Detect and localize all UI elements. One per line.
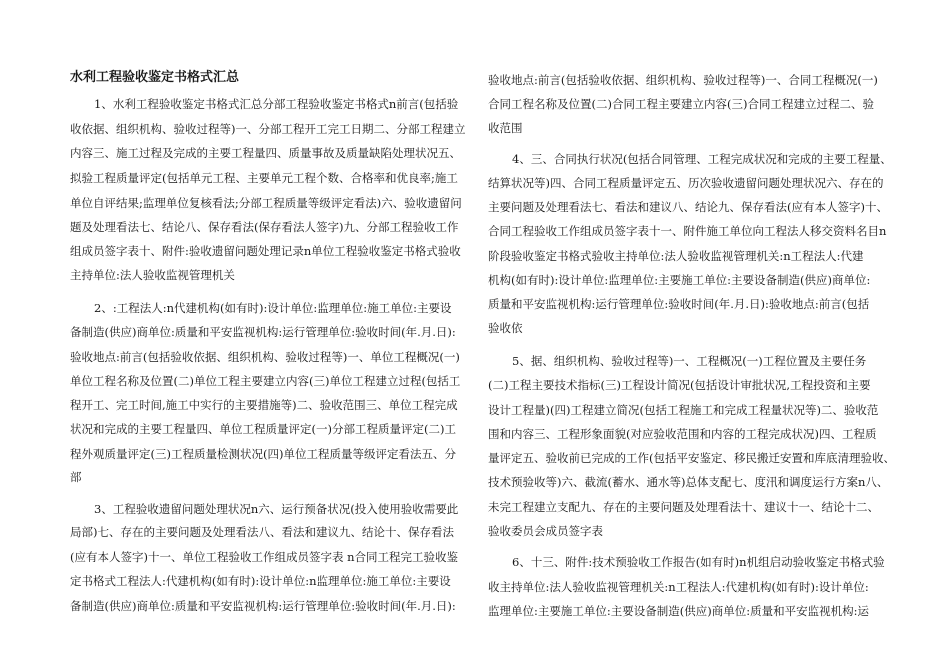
- left-text-line: 题及处理看法七、结论八、保存看法(保存看法人签字)九、分部工程验收工作: [70, 220, 459, 234]
- left-text-line: 程外观质量评定(三)工程质量检测状况(四)单位工程质量等级评定看法五、分: [70, 447, 456, 461]
- left-text-line: 定书格式工程法人:代建机构(如有时):设计单位:n监理单位:施工单位:主要设: [70, 574, 451, 588]
- left-text-line: 局部)七、存在的主要问题及处理看法八、看法和建议九、结论十、保存看法: [70, 525, 454, 539]
- right-text-line: 收范围: [488, 121, 523, 135]
- right-text-line: 4、三、合同执行状况(包括合同管理、工程完成状况和完成的主要工程量、: [512, 152, 892, 166]
- right-text-line: 质量和平安监视机构:运行管理单位:验收时间(年.月.日):验收地点:前言(包括: [488, 297, 870, 311]
- right-text-line: 机构(如有时):设计单位:监理单位:主要施工单位:主要设备制造(供应)商单位:: [488, 273, 871, 287]
- right-text-line: 验收委员会成员签字表: [488, 524, 603, 538]
- right-text-line: 6、十三、附件:技术预验收工作报告(如有时)n机组启动验收鉴定书格式验: [512, 555, 885, 569]
- left-text-line: 单位自评结果;监理单位复核看法;分部工程质量等级评定看法)六、验收遗留问: [70, 196, 462, 210]
- left-text-line: 程开工、完工时间,施工中实行的主要措施等)二、验收范围三、单位工程完成: [70, 398, 458, 412]
- document-title: 水利工程验收鉴定书格式汇总: [70, 70, 240, 85]
- left-text-line: 内容三、施工过程及完成的主要工程量四、质量事故及质量缺陷处理状况五、: [70, 146, 461, 160]
- left-text-line: 状况和完成的主要工程量四、单位工程质量评定(一)分部工程质量评定(二)工: [70, 422, 456, 436]
- right-text-line: 结算状况等)四、合同工程质量评定五、历次验收遗留问题处理状况六、存在的: [488, 176, 884, 190]
- left-text-line: 3、工程验收遗留问题处理状况n六、运行预备状况(投入使用验收需要此: [94, 502, 459, 516]
- left-text-line: 主持单位:法人验收监视管理机关: [70, 268, 235, 282]
- left-text-line: 单位工程名称及位置(二)单位工程主要建立内容(三)单位工程建立过程(包括工: [70, 374, 461, 388]
- right-text-line: 收主持单位:法人验收监视管理机关:n工程法人:代建机构(如有时):设计单位:: [488, 580, 869, 594]
- left-text-line: 验收地点:前言(包括验收依据、组织机构、验收过程等)一、单位工程概况(一): [70, 350, 460, 364]
- right-text-line: (二)工程主要技术指标(三)工程设计简况(包括设计审批状况,工程投资和主要: [488, 378, 871, 392]
- left-text-line: 备制造(供应)商单位:质量和平安监视机构:运行管理单位:验收时间(年.月.日):: [70, 325, 456, 339]
- left-text-line: 1、水利工程验收鉴定书格式汇总分部工程验收鉴定书格式n前言(包括验: [94, 97, 459, 111]
- left-text-line: 组成员签字表十、附件:验收遗留问题处理记录n单位工程验收鉴定书格式验收: [70, 244, 461, 258]
- left-text-line: 收依据、组织机构、验收过程等)一、分部工程开工完工日期二、分部工程建立: [70, 122, 466, 136]
- left-text-line: 备制造(供应)商单位:质量和平安监视机构:运行管理单位:验收时间(年.月.日):: [70, 599, 456, 613]
- right-text-line: 未完工程建立支配九、存在的主要问题及处理看法十、建议十一、结论十二、: [488, 500, 879, 514]
- right-text-line: 监理单位:主要施工单位:主要设备制造(供应)商单位:质量和平安监视机构:运: [488, 604, 869, 618]
- right-text-line: 主要问题及处理看法七、看法和建议八、结论九、保存看法(应有本人签字)十、: [488, 200, 888, 214]
- right-text-line: 设计工程量)(四)工程建立简况(包括工程施工和完成工程量状况等)二、验收范: [488, 403, 879, 417]
- right-text-line: 围和内容三、工程形象面貌(对应验收范围和内容的工程完成状况)四、工程质: [488, 427, 877, 441]
- right-text-line: 合同工程名称及位置(二)合同工程主要建立内容(三)合同工程建立过程二、验: [488, 97, 874, 111]
- right-text-line: 阶段验收鉴定书格式验收主持单位:法人验收监视管理机关:n工程法人:代建: [488, 249, 864, 263]
- right-text-line: 合同工程验收工作组成员签字表十一、附件施工单位向工程法人移交资料名目n: [488, 224, 887, 238]
- left-text-line: 拟验工程质量评定(包括单元工程、主要单元工程个数、合格率和优良率;施工: [70, 171, 458, 185]
- left-text-line: 2、:工程法人:n代建机构(如有时):设计单位:监理单位:施工单位:主要设: [94, 301, 452, 315]
- right-text-line: 验收依: [488, 321, 523, 335]
- right-text-line: 验收地点:前言(包括验收依据、组织机构、验收过程等)一、合同工程概况(一): [488, 73, 878, 87]
- left-text-line: 部: [70, 470, 82, 484]
- right-text-line: 技术预验收等)六、截流(蓄水、通水等)总体支配七、度汛和调度运行方案n八、: [488, 475, 889, 489]
- left-text-line: (应有本人签字)十一、单位工程验收工作组成员签字表 n合同工程完工验收鉴: [70, 550, 459, 564]
- right-text-line: 量评定五、验收前已完成的工作(包括平安鉴定、移民搬迁安置和库底清理验收、: [488, 451, 895, 465]
- right-text-line: 5、据、组织机构、验收过程等)一、工程概况(一)工程位置及主要任务: [512, 354, 867, 368]
